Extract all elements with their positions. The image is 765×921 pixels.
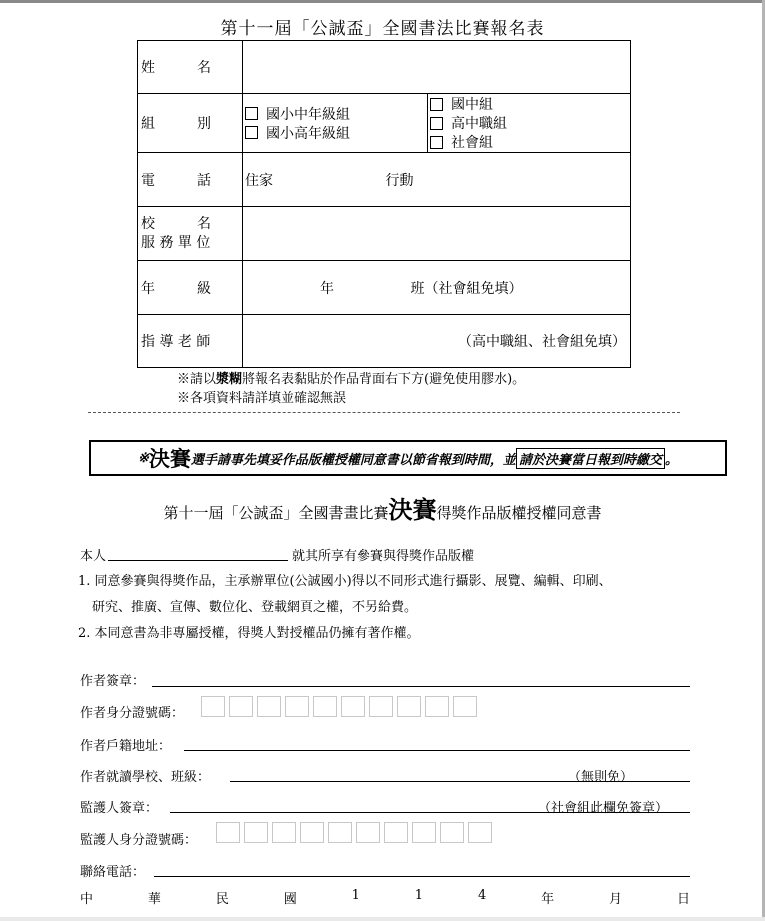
name-row	[138, 41, 631, 94]
id-digit-box[interactable]	[257, 696, 281, 717]
school-row	[138, 207, 631, 261]
banner-boxed-text: 請於決賽當日報到時繳交	[516, 448, 665, 469]
author-id-boxes[interactable]	[201, 696, 481, 717]
grade-label-cell	[138, 261, 243, 315]
grade-row	[138, 261, 631, 315]
consent-item-1-line2: 研究、推廣、宣傳、數位化、登載網頁之權，不另給費。	[92, 600, 418, 615]
author-id-label: 作者身分證號碼：	[80, 706, 185, 721]
banner-text: 選手請事先填妥作品版權授權同意書以節省報到時間，並	[190, 452, 516, 468]
group-option-junior-high[interactable]: 國中組	[430, 95, 630, 114]
note-paste: ※請以漿糊將報名表黏貼於作品背面右下方(避免使用膠水)。	[177, 372, 526, 387]
id-digit-box[interactable]	[453, 696, 477, 717]
id-digit-box[interactable]	[341, 696, 365, 717]
grade-year-label: 年	[320, 280, 334, 297]
id-digit-box[interactable]	[425, 696, 449, 717]
checkbox[interactable]	[430, 136, 443, 149]
id-digit-box[interactable]	[397, 696, 421, 717]
guardian-id-label: 監護人身分證號碼：	[80, 833, 198, 848]
consent-item-2: 2. 本同意書為非專屬授權，得獎人對授權品仍擁有著作權。	[78, 626, 420, 641]
person-name-line[interactable]	[108, 560, 288, 561]
page-top-edge	[0, 0, 765, 3]
cut-line	[88, 412, 680, 413]
name-field[interactable]	[243, 41, 631, 94]
school-field[interactable]	[243, 207, 631, 261]
id-digit-box[interactable]	[272, 822, 296, 843]
school-label-cell	[138, 207, 243, 261]
banner-final: 決賽	[148, 446, 191, 471]
workplace-label: 服 務 單 位	[141, 234, 211, 251]
teacher-note: （高中職組、社會組免填）	[458, 334, 626, 350]
author-address-line[interactable]	[184, 750, 690, 751]
id-digit-box[interactable]	[384, 822, 408, 843]
phone-field[interactable]	[243, 153, 631, 207]
id-digit-box[interactable]	[229, 696, 253, 717]
phone-mobile-label: 行動	[385, 172, 414, 189]
id-digit-box[interactable]	[412, 822, 436, 843]
checkbox[interactable]	[430, 98, 443, 111]
group-option-senior-high[interactable]: 高中職組	[430, 114, 630, 133]
group-options-right	[428, 94, 630, 152]
checkbox[interactable]	[245, 126, 258, 139]
consent-item-1-line1: 1. 同意參賽與得獎作品，主承辦單位(公誠國小)得以不同形式進行攝影、展覽、編輯、印刷、	[78, 574, 612, 589]
final-notice-banner	[89, 440, 727, 476]
group-options-left	[243, 94, 428, 152]
contact-phone-line[interactable]	[154, 876, 690, 877]
id-digit-box[interactable]	[328, 822, 352, 843]
group-label-cell	[138, 94, 243, 153]
id-digit-box[interactable]	[285, 696, 309, 717]
id-digit-box[interactable]	[300, 822, 324, 843]
registration-table	[137, 40, 631, 368]
person-suffix: 就其所享有參賽與得獎作品版權	[292, 549, 475, 564]
teacher-label-cell	[138, 315, 243, 368]
registration-title: 第十一屆「公誠盃」全國書法比賽報名表	[220, 19, 545, 39]
author-address-label: 作者戶籍地址：	[80, 739, 172, 754]
checkbox[interactable]	[245, 107, 258, 120]
contact-phone-label: 聯絡電話：	[80, 865, 146, 880]
id-digit-box[interactable]	[244, 822, 268, 843]
author-sign-label: 作者簽章：	[80, 674, 146, 689]
author-sign-line[interactable]	[152, 686, 690, 687]
name-label-cell	[138, 41, 243, 94]
page-bottom-strip	[0, 917, 765, 921]
group-options-cell	[243, 94, 631, 153]
phone-label: 電 話	[141, 172, 211, 189]
note-paste-bold: 漿糊	[216, 372, 243, 387]
group-option-public[interactable]: 社會組	[430, 133, 630, 152]
author-school-label: 作者就讀學校、班級：	[80, 770, 211, 785]
banner-end: 。	[664, 452, 678, 468]
id-digit-box[interactable]	[369, 696, 393, 717]
id-digit-box[interactable]	[201, 696, 225, 717]
teacher-label: 指 導 老 師	[141, 334, 211, 350]
banner-mark: ※	[138, 450, 149, 466]
consent-title-final: 決賽	[388, 495, 437, 524]
teacher-field[interactable]	[243, 315, 631, 368]
school-label: 校 名	[141, 215, 211, 232]
grade-field[interactable]	[243, 261, 631, 315]
group-row	[138, 94, 631, 153]
checkbox[interactable]	[430, 117, 443, 130]
id-digit-box[interactable]	[468, 822, 492, 843]
phone-label-cell	[138, 153, 243, 207]
guardian-note: （社會組此欄免簽章）	[538, 801, 669, 816]
person-prefix: 本人	[80, 549, 107, 564]
group-label: 組 別	[141, 116, 211, 132]
teacher-row	[138, 315, 631, 368]
note-verify: ※各項資料請詳填並確認無誤	[177, 391, 347, 406]
guardian-sign-label: 監護人簽章：	[80, 801, 159, 816]
group-option-elementary-high[interactable]: 國小高年級組	[245, 123, 427, 142]
author-school-note: （無則免）	[568, 770, 634, 785]
grade-class-label: 班（社會組免填）	[410, 280, 523, 297]
id-digit-box[interactable]	[440, 822, 464, 843]
id-digit-box[interactable]	[216, 822, 240, 843]
date-line: 中 華 民 國 1 1 4 年 月 日	[80, 888, 690, 907]
id-digit-box[interactable]	[356, 822, 380, 843]
guardian-id-boxes[interactable]	[216, 822, 496, 843]
phone-row	[138, 153, 631, 207]
grade-label: 年 級	[141, 280, 211, 297]
consent-title: 第十一屆「公誠盃」全國書畫比賽決賽得獎作品版權授權同意書	[163, 495, 602, 524]
group-option-elementary-mid[interactable]: 國小中年級組	[245, 104, 427, 123]
name-label: 姓 名	[141, 60, 211, 76]
phone-home-label: 住家	[245, 172, 273, 189]
id-digit-box[interactable]	[313, 696, 337, 717]
